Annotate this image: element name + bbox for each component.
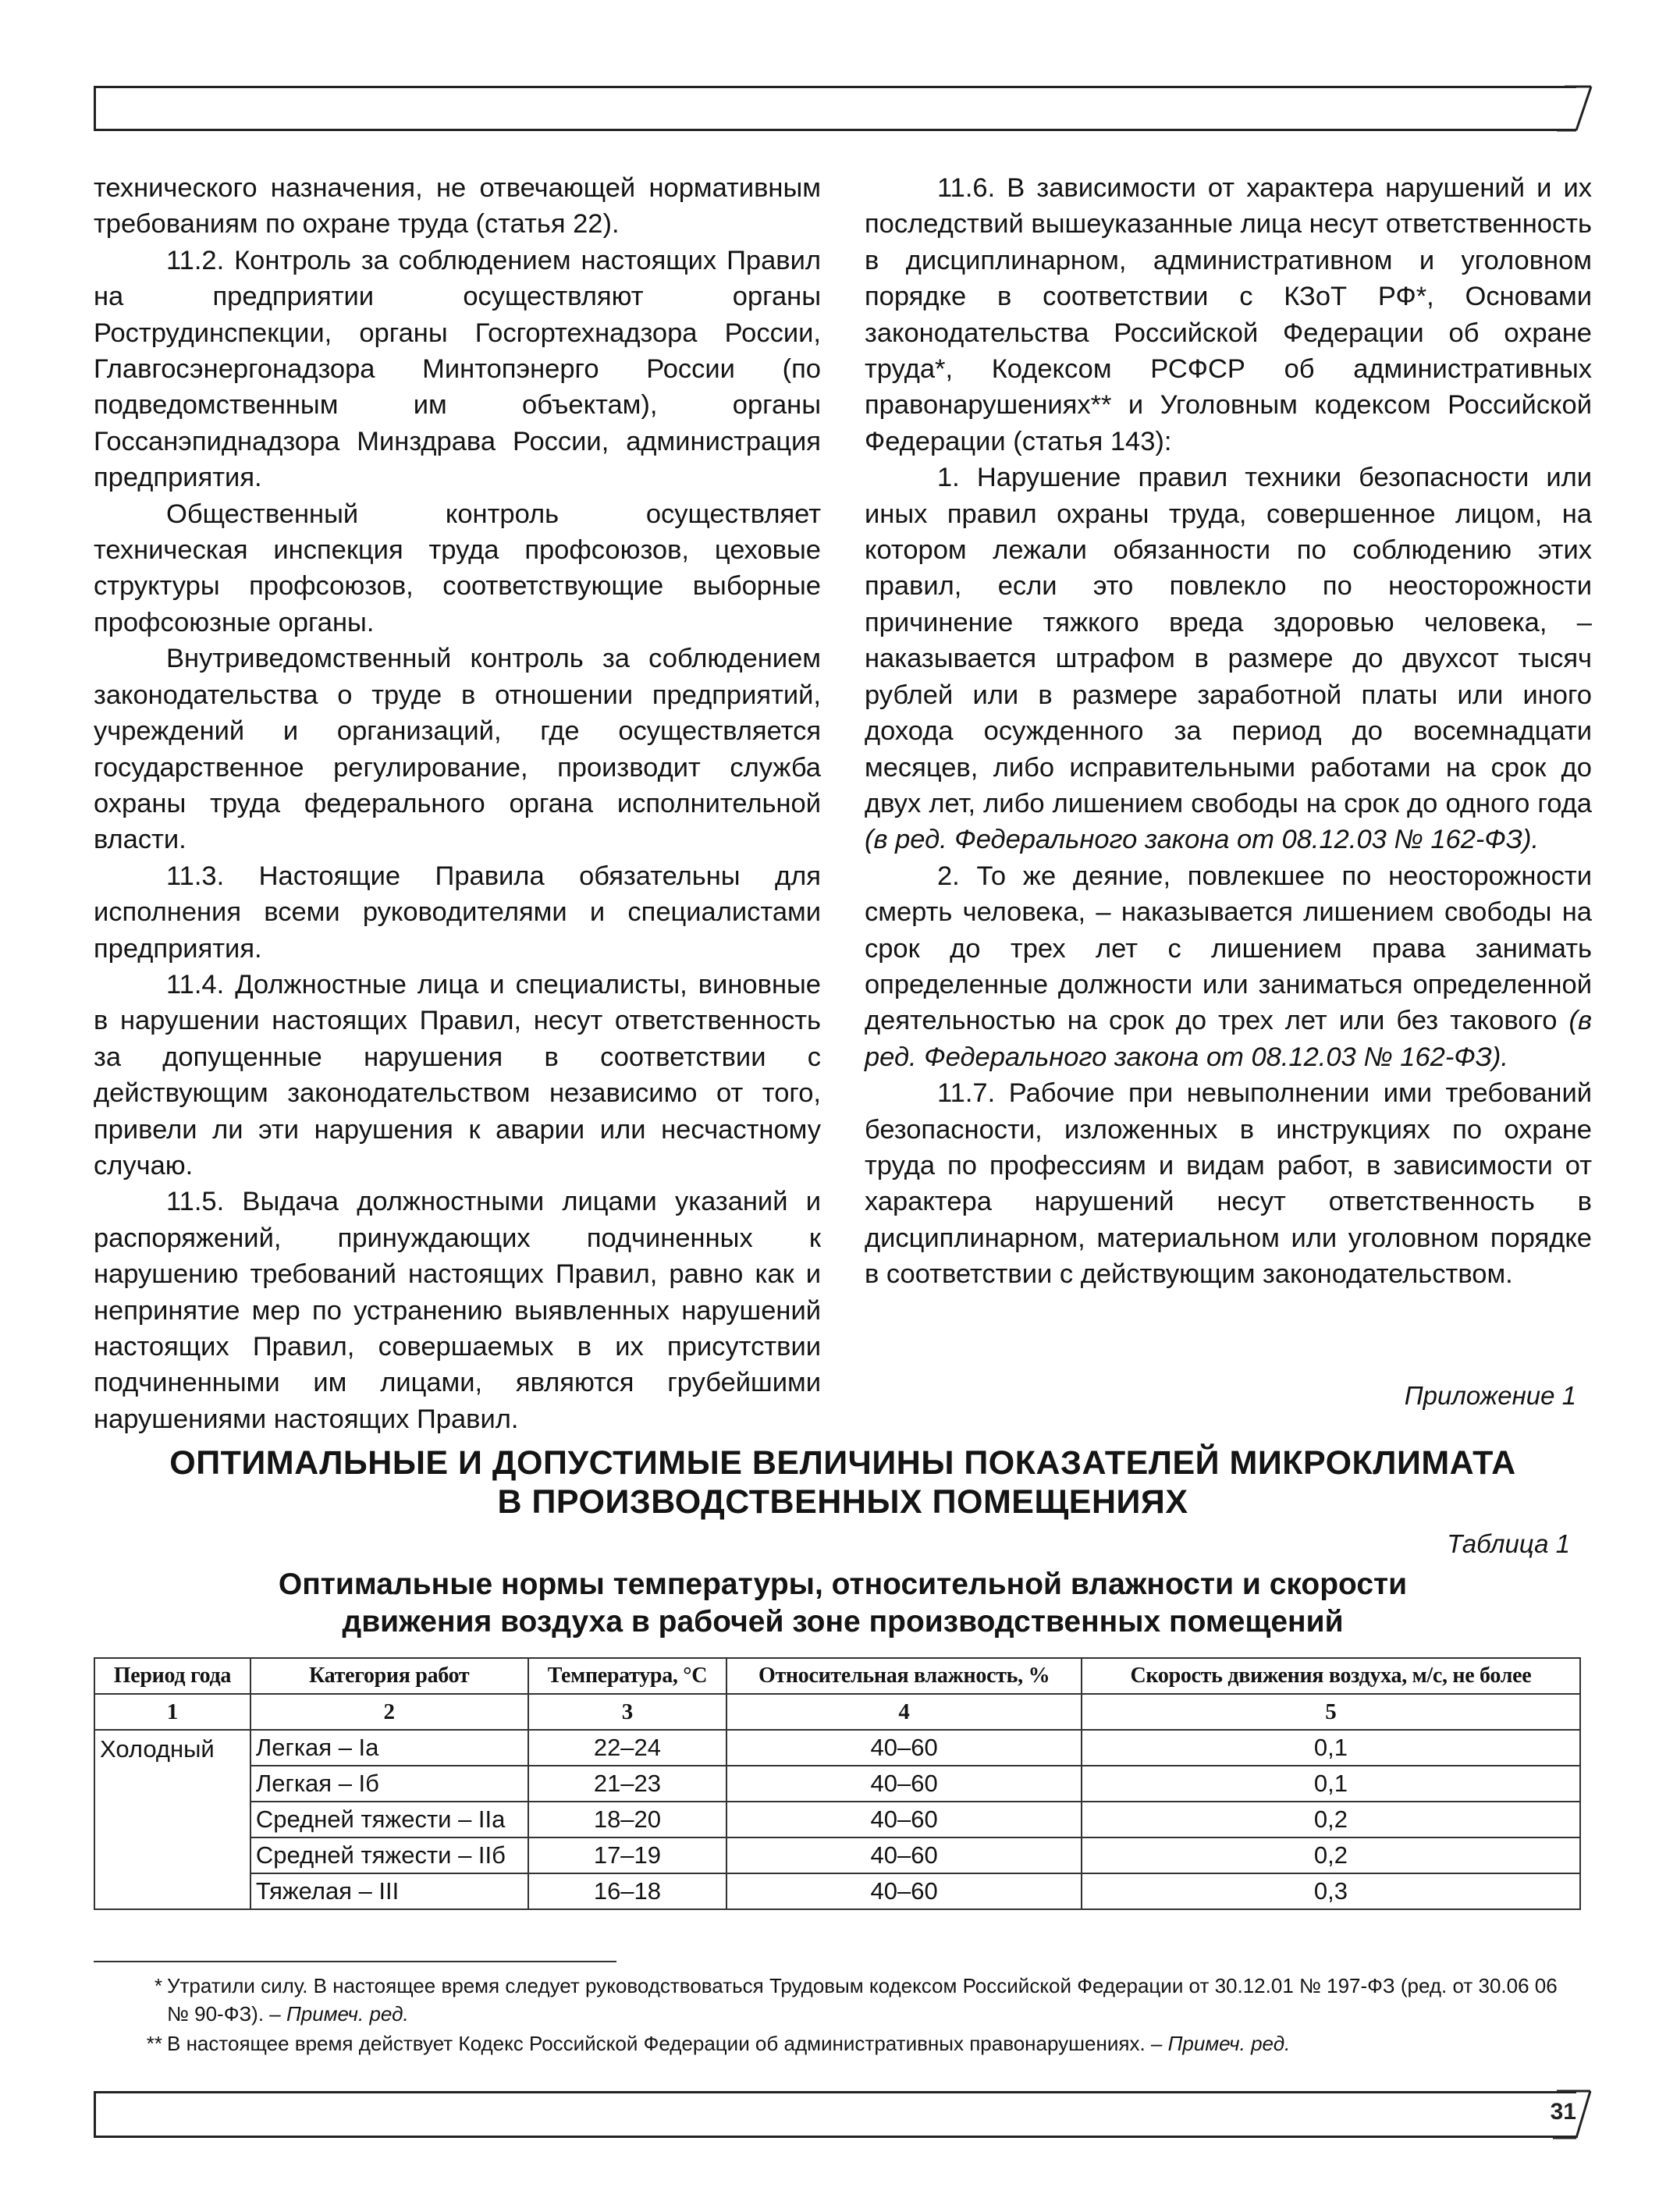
temperature-cell: 21–23	[528, 1766, 727, 1802]
table-header-row	[94, 1658, 1580, 1694]
column-header: Относительная влажность, %	[726, 1658, 1082, 1694]
humidity-cell: 40–60	[726, 1837, 1082, 1873]
footnote-text: В настоящее время действует Кодекс Российской Федерации об административных правонарушениях. –	[167, 2032, 1168, 2055]
paragraph: Внутриведомственный контроль за соблюдением законодательства о труде в отношении предприятий, учреждений и организаций, где осуществляется государственное регулирование, производит служба охраны труда федерального органа исполнительной власти.	[94, 644, 821, 855]
paragraph: 11.2. Контроль за соблюдением настоящих Правил на предприятии осуществляют органы Рострудинспекции, органы Госгортехнадзора России, Главгосэнергонадзора Минтопэнерго России (по подведомственным им объектам), органы Госсанэпиднадзора Минздрава России, администрация предприятия.	[94, 245, 821, 493]
humidity-cell: 40–60	[726, 1730, 1082, 1766]
work-category-cell: Средней тяжести – IIб	[250, 1837, 528, 1873]
page-number: 31	[1550, 2099, 1576, 2125]
column-header: Температура, °С	[528, 1658, 727, 1694]
paragraph: 11.3. Настоящие Правила обязательны для исполнения всеми руководителями и специалистами предприятия.	[94, 861, 821, 964]
work-category-cell: Тяжелая – III	[250, 1873, 528, 1909]
paragraph-text: 11.6. В зависимости от характера нарушений и их последствий вышеуказанные лица несут ответственность в дисциплинарном, административном и уголовном порядке в соответствии с КЗоТ РФ*, Основами законодательства Российской Федерации об охране труда*, Кодексом РСФСР об административных правонарушениях** и Уголовным кодексом Российской Федерации (статья 143):	[865, 173, 1592, 456]
paragraph	[865, 460, 1592, 857]
header-rule-slash	[1557, 81, 1596, 136]
paragraph: технического назначения, не отвечающей нормативным требованиям по охране труда (статья 22).	[94, 173, 821, 240]
column-number: 2	[250, 1694, 528, 1730]
main-title	[94, 1443, 1592, 1521]
paragraph-text: 1. Нарушение правил техники безопасности или иных правил охраны труда, совершенное лицом, на котором лежали обязанности по соблюдению этих правил, если это повлекло по неосторожности причинение тяжкого вреда здоровью человека, – наказывается штрафом в размере до двухсот тысяч рублей или в размере заработной платы или иного дохода осужденного за период до восемнадцати месяцев, либо исправительными работами на срок до двух лет, либо лишением свободы на срок до одного года	[865, 463, 1592, 818]
humidity-cell: 40–60	[726, 1802, 1082, 1837]
footnote-mark: **	[146, 2032, 162, 2055]
table-row	[94, 1802, 1580, 1837]
column-number: 5	[1082, 1694, 1580, 1730]
main-title-line: В ПРОИЗВОДСТВЕННЫХ ПОМЕЩЕНИЯХ	[497, 1483, 1188, 1521]
period-cell: Холодный	[94, 1730, 250, 1909]
table-row	[94, 1766, 1580, 1802]
amendment-note: (в ред. Федерального закона от 08.12.03 № 162-ФЗ).	[865, 1006, 1592, 1072]
amendment-note: (в ред. Федерального закона от 08.12.03 № 162-ФЗ).	[865, 825, 1540, 855]
paragraph: 11.4. Должностные лица и специалисты, виновные в нарушении настоящих Правил, несут ответственность за допущенные нарушения в соответствии с действующим законодательством независимо от того, привели ли эти нарушения к аварии или несчастному случаю.	[94, 969, 821, 1181]
main-title-line: ОПТИМАЛЬНЫЕ И ДОПУСТИМЫЕ ВЕЛИЧИНЫ ПОКАЗАТЕЛЕЙ МИКРОКЛИМАТА	[169, 1444, 1516, 1482]
humidity-cell: 40–60	[726, 1766, 1082, 1802]
paragraph-text: 11.7. Рабочие при невыполнении ими требований безопасности, изложенных в инструкциях по охране труда по профессиям и видам работ, в зависимости от характера нарушений несут ответственность в дисциплинарном, материальном или уголовном порядке в соответствии с действующим законодательством.	[865, 1078, 1592, 1290]
microclimate-norms-table	[94, 1657, 1581, 1910]
appendix-label: Приложение 1	[1404, 1381, 1576, 1410]
paragraph: Общественный контроль осуществляет техническая инспекция труда профсоюзов, цеховые структуры профсоюзов, соответствующие выборные профсоюзные органы.	[94, 499, 821, 637]
column-header: Категория работ	[250, 1658, 528, 1694]
humidity-cell: 40–60	[726, 1873, 1082, 1909]
right-column	[865, 170, 1592, 1293]
footnote-text: Утратили силу. В настоящее время следует руководствоваться Трудовым кодексом Российской Федерации от 30.12.01 № 197-ФЗ (ред. от 30.06 06 № 90-ФЗ). –	[167, 1974, 1558, 2026]
air-speed-cell: 0,2	[1082, 1802, 1580, 1837]
temperature-cell: 18–20	[528, 1802, 727, 1837]
temperature-cell: 17–19	[528, 1837, 727, 1873]
work-category-cell: Легкая – Iа	[250, 1730, 528, 1766]
paragraph	[865, 170, 1592, 460]
paragraph-text: 2. То же деяние, повлекшее по неосторожности смерть человека, – наказывается лишением свободы на срок до трех лет с лишением права занимать определенные должности или заниматься определенной деятельностью на срок до трех лет или без такового	[865, 861, 1592, 1036]
footnote	[125, 1972, 1576, 2028]
footnote-note: Примеч. ред.	[1167, 2032, 1291, 2055]
air-speed-cell: 0,2	[1082, 1837, 1580, 1873]
column-number-row	[94, 1694, 1580, 1730]
table-label: Таблица 1	[1447, 1529, 1570, 1558]
column-number: 3	[528, 1694, 727, 1730]
temperature-cell: 22–24	[528, 1730, 727, 1766]
table-row	[94, 1730, 1580, 1766]
footer-rule-bar	[94, 2091, 1576, 2138]
temperature-cell: 16–18	[528, 1873, 727, 1909]
table-title-line: движения воздуха в рабочей зоне производственных помещений	[342, 1605, 1344, 1639]
footnote-divider	[94, 1961, 616, 1962]
column-header: Скорость движения воздуха, м/с, не более	[1082, 1658, 1580, 1694]
left-column	[94, 170, 821, 1437]
table-row	[94, 1837, 1580, 1873]
table-title-line: Оптимальные нормы температуры, относительной влажности и скорости	[278, 1568, 1408, 1601]
column-header: Период года	[94, 1658, 250, 1694]
footnote-note: Примеч. ред.	[286, 2002, 409, 2026]
footnote	[125, 2029, 1576, 2058]
table-row	[94, 1873, 1580, 1909]
column-number: 1	[94, 1694, 250, 1730]
air-speed-cell: 0,1	[1082, 1730, 1580, 1766]
footnotes	[125, 1972, 1576, 2059]
paragraph	[865, 1075, 1592, 1292]
paragraph	[865, 858, 1592, 1075]
table-title	[94, 1566, 1592, 1641]
air-speed-cell: 0,1	[1082, 1766, 1580, 1802]
air-speed-cell: 0,3	[1082, 1873, 1580, 1909]
work-category-cell: Средней тяжести – IIа	[250, 1802, 528, 1837]
work-category-cell: Легкая – Iб	[250, 1766, 528, 1802]
footnote-mark: *	[154, 1974, 162, 1997]
column-number: 4	[726, 1694, 1082, 1730]
paragraph: 11.5. Выдача должностными лицами указаний и распоряжений, принуждающих подчиненных к нарушению требований настоящих Правил, равно как и непринятие мер по устранению выявленных нарушений настоящих Правил, совершаемых в их присутствии подчиненными им лицами, являются грубейшими нарушениями настоящих Правил.	[94, 1187, 821, 1434]
header-rule-bar	[94, 86, 1576, 131]
